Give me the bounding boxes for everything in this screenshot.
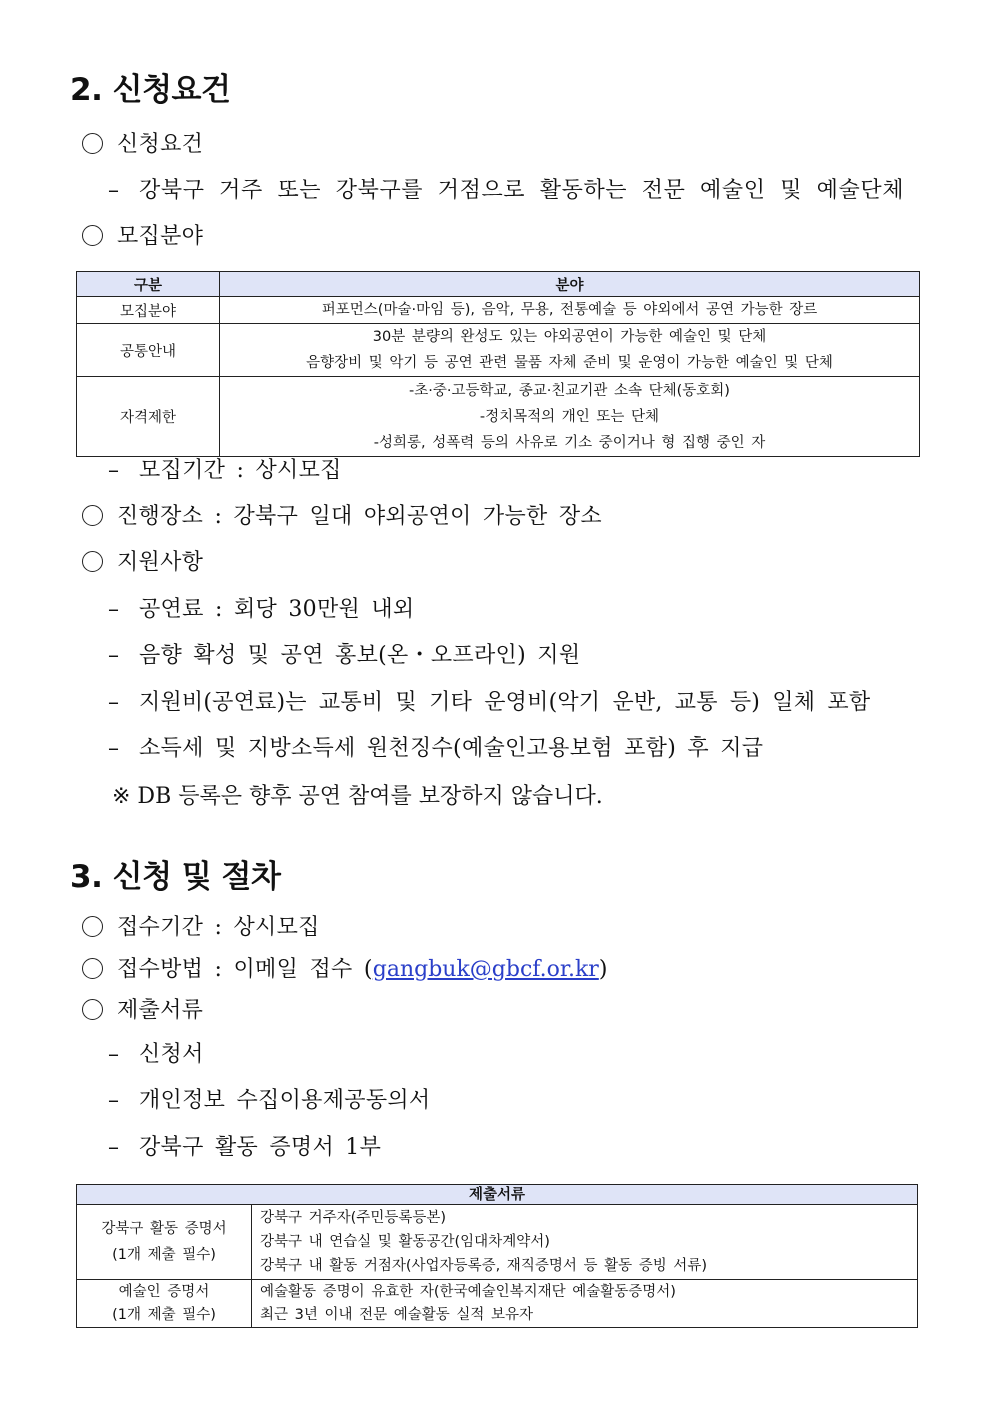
requirements-text: – 강북구 거주 또는 강북구를 거점으로 활동하는 전문 예술인 및 예술단체 [108,176,904,206]
row-content: 퍼포먼스(마술·마임 등), 음악, 무용, 전통예술 등 야외에서 공연 가능한 장르 [220,297,920,324]
note-text: ※ DB 등록은 향후 공연 참여를 보장하지 않습니다. [112,784,603,809]
docs-item: – 신청서 [108,1042,204,1067]
table-row [77,377,920,457]
row-label: 자격제한 [77,377,220,457]
circle-bullet-icon [82,958,103,979]
row-label: 예술인 증명서 (1개 제출 필수) [77,1280,252,1328]
docs-heading: 제출서류 [82,996,203,1026]
period-text: – 모집기간 : 상시모집 [108,458,342,483]
table-header-category: 구분 [77,272,220,297]
email-link[interactable]: gangbuk@gbcf.or.kr [372,957,599,982]
circle-bullet-icon [82,916,103,937]
circle-bullet-icon [82,551,103,572]
recruitment-table [76,271,920,457]
documents-table [76,1184,918,1328]
row-content: 예술활동 증명이 유효한 자(한국예술인복지재단 예술활동증명서) 최근 3년 이내 전문 예술활동 실적 보유자 [252,1280,918,1328]
section-2-title: 2. 신청요건 [70,72,231,108]
circle-bullet-icon [82,133,103,154]
table-row [77,1280,918,1328]
section-3-title: 3. 신청 및 절차 [70,859,281,895]
support-item: – 음향 확성 및 공연 홍보(온・오프라인) 지원 [108,643,581,668]
dash-bullet: – [108,178,119,203]
row-content: 30분 분량의 완성도 있는 야외공연이 가능한 예술인 및 단체 음향장비 및 악기 등 공연 관련 물품 자체 준비 및 운영이 가능한 예술인 및 단체 [220,324,920,377]
support-item: – 공연료 : 회당 30만원 내외 [108,597,415,622]
venue-text: 진행장소 : 강북구 일대 야외공연이 가능한 장소 [82,502,602,532]
table-row [77,324,920,377]
row-content: -초·중·고등학교, 종교·친교기관 소속 단체(동호회) -정치목적의 개인 또는 단체 -성희롱, 성폭력 등의 사유로 기소 중이거나 형 집행 중인 자 [220,377,920,457]
support-item: – 소득세 및 지방소득세 원천징수(예술인고용보험 포함) 후 지급 [108,736,764,761]
support-item: – 지원비(공연료)는 교통비 및 기타 운영비(악기 운반, 교통 등) 일체 포함 [108,690,871,715]
docs-table-header: 제출서류 [77,1185,918,1205]
receipt-method: 접수방법 : 이메일 접수 (gangbuk@gbcf.or.kr) [82,955,607,985]
docs-item: – 강북구 활동 증명서 1부 [108,1135,382,1160]
table-row [77,297,920,324]
circle-bullet-icon [82,505,103,526]
circle-bullet-icon [82,225,103,246]
field-heading: 모집분야 [82,222,203,252]
row-label: 공통안내 [77,324,220,377]
requirements-heading: 신청요건 [82,130,203,160]
table-header-field: 분야 [220,272,920,297]
row-content: 강북구 거주자(주민등록등본) 강북구 내 연습실 및 활동공간(임대차계약서) 강북구 내 활동 거점자(사업자등록증, 재직증명서 등 활동 증빙 서류) [252,1205,918,1280]
circle-bullet-icon [82,999,103,1020]
support-heading: 지원사항 [82,548,203,578]
docs-item: – 개인정보 수집이용제공동의서 [108,1088,431,1113]
row-label: 모집분야 [77,297,220,324]
table-row [77,1205,918,1280]
receipt-period: 접수기간 : 상시모집 [82,913,320,943]
row-label: 강북구 활동 증명서 (1개 제출 필수) [77,1205,252,1280]
